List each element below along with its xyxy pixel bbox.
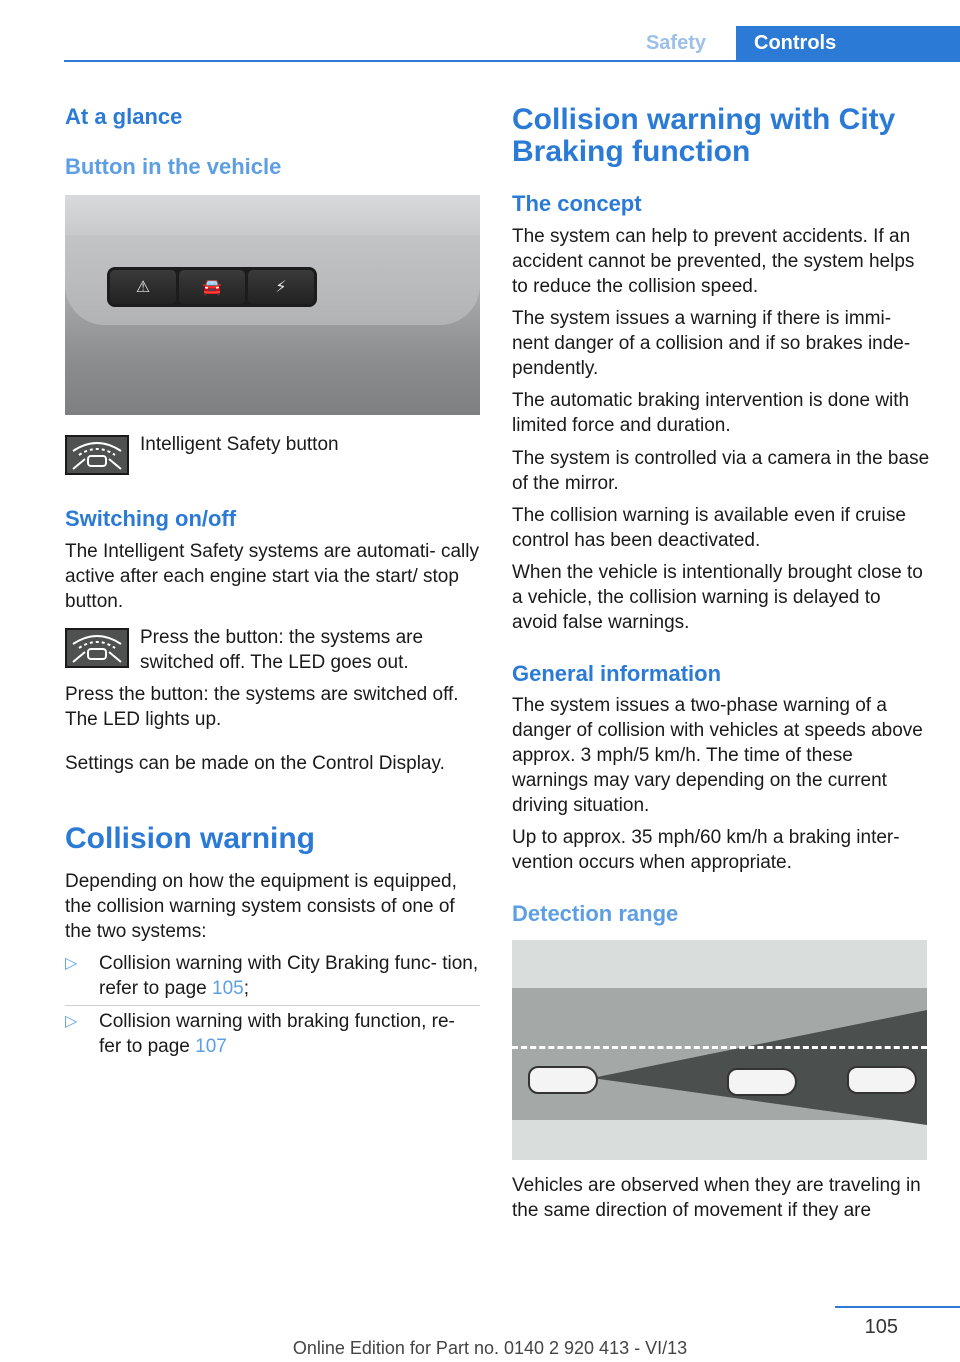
para-press-on: Press the button: the systems are switched off. The LED lights up. (65, 684, 459, 730)
para-press-off: Press the button: the systems are switched off. The LED goes out. (140, 627, 424, 673)
para-general-1: The system issues a two-phase warning of a danger of collision with vehicles at speeds above approx. 3 mph/5 km/h. The time of these warnings may vary depending on the current driving situation. (512, 695, 923, 816)
lane-marking (512, 1046, 927, 1049)
page-number: 105 (864, 1316, 898, 1338)
bullet-divider (65, 1005, 480, 1006)
caption-intelligent-safety-button: Intelligent Safety button (140, 434, 339, 455)
vehicle-ahead-icon (727, 1068, 797, 1096)
para-concept-4: The system is controlled via a camera in the base of the mirror. (512, 448, 930, 494)
heading-switching: Switching on/off (65, 506, 237, 531)
heading-collision-warning: Collision warning (65, 822, 316, 855)
header-rule (64, 60, 960, 62)
bullet-item (65, 1009, 480, 1061)
console-button-row (107, 267, 317, 307)
page-link-105[interactable]: 105 (212, 978, 244, 999)
footer-edition: Online Edition for Part no. 0140 2 920 413 - VI/13 (292, 1338, 688, 1358)
console-button-intelligent-safety: 🚘 (179, 270, 245, 304)
para-switching: The Intelligent Safety systems are automati‐ cally active after each engine start via the start/ stop button. (65, 541, 479, 612)
para-concept-3: The automatic braking intervention is done with limited force and duration. (512, 390, 910, 436)
bullet-text: Collision warning with braking function, re‐ fer to page (99, 1011, 455, 1057)
para-concept-5: The collision warning is available even if cruise control has been deactivated. (512, 505, 906, 551)
console-button-right: ⚡ (248, 270, 314, 304)
footer-rule (835, 1306, 960, 1308)
bullet-suffix: ; (243, 978, 250, 999)
detection-cone (512, 940, 927, 1160)
console-photo (65, 195, 480, 415)
bullet-triangle-icon: ▷ (65, 1013, 78, 1030)
header-chapter-tab[interactable]: Controls (736, 26, 960, 62)
para-collision: Depending on how the equipment is equipped, the collision warning system consists of one of the two systems: (65, 871, 457, 942)
console-button-left: ⚠ (110, 270, 176, 304)
own-vehicle-icon (528, 1066, 598, 1094)
header-section-tab[interactable]: Safety (645, 32, 706, 54)
heading-concept: The concept (512, 191, 642, 216)
detection-range-illustration (512, 940, 927, 1160)
para-observed: Vehicles are observed when they are traveling in the same direction of movement if they are (512, 1175, 921, 1221)
bullet-triangle-icon: ▷ (65, 955, 78, 972)
bullet-text: Collision warning with City Braking func‐ tion, refer to page (99, 953, 479, 999)
para-concept-1: The system can help to prevent accidents. If an accident cannot be prevented, the system helps to reduce the collision speed. (512, 226, 915, 297)
intelligent-safety-icon-2 (65, 628, 129, 668)
heading-city-braking: Collision warning with City Braking function (512, 103, 896, 168)
heading-button-in-vehicle: Button in the vehicle (65, 154, 282, 179)
para-settings: Settings can be made on the Control Display. (65, 753, 445, 774)
intelligent-safety-icon (65, 435, 129, 475)
para-concept-2: The system issues a warning if there is immi‐ nent danger of a collision and if so brakes inde‐ pendently. (512, 308, 911, 379)
heading-at-a-glance: At a glance (65, 104, 183, 129)
heading-general-information: General information (512, 661, 722, 686)
page-link-107[interactable]: 107 (195, 1036, 227, 1057)
para-concept-6: When the vehicle is intentionally brought close to a vehicle, the collision warning is delayed to avoid false warnings. (512, 562, 923, 633)
para-general-2: Up to approx. 35 mph/60 km/h a braking inter‐ vention occurs when appropriate. (512, 827, 900, 873)
heading-detection-range: Detection range (512, 901, 679, 926)
bullet-item (65, 951, 480, 1003)
vehicle-far-ahead-icon (847, 1066, 917, 1094)
